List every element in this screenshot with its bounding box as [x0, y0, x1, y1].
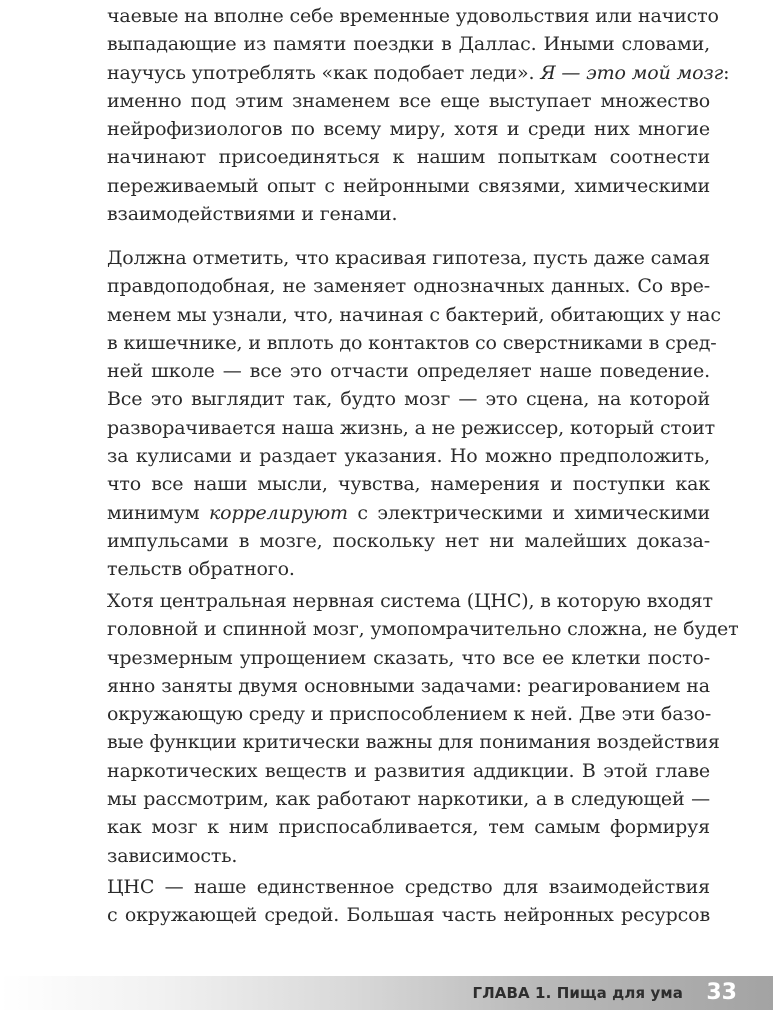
text-line: вые функции критически важны для понимания воздействия [107, 731, 720, 754]
text-segment: минимум [107, 501, 209, 524]
text-line: янно заняты двумя основными задачами: реагированием на [107, 674, 710, 697]
text-line: Все это выглядит так, будто мозг — это сцена, на которой [107, 388, 710, 411]
paragraph-2 [107, 244, 721, 584]
text-line: правдоподобная, не заменяет однозначных данных. Со вре- [107, 275, 710, 298]
text-line: выпадающие из памяти поездки в Даллас. Иными словами, [107, 33, 710, 56]
text-line: Хотя центральная нервная система (ЦНС), в которую входят [107, 590, 713, 612]
text-line: что все наши мысли, чувства, намерения и поступки как [107, 473, 710, 496]
text-segment: научусь употреблять «как подобает леди». [107, 61, 541, 84]
chapter-label: ГЛАВА 1. Пища для ума [472, 984, 683, 1002]
text-line: импульсами в мозге, поскольку нет ни малейших доказа- [107, 529, 710, 552]
page-number: 33 [706, 980, 737, 1005]
text-line: разворачивается наша жизнь, а не режиссер, который стоит [107, 416, 716, 439]
text-line: Должна отметить, что красивая гипотеза, пусть даже самая [107, 247, 710, 269]
emphasis-text: Я — это мой мозг [540, 61, 724, 84]
text-line: нейрофизиологов по всему миру, хотя и среди них многие [107, 118, 710, 141]
text-line: переживаемый опыт с нейронными связями, химическими [107, 174, 710, 197]
text-line: наркотических веществ и развития аддикции. В этой главе [107, 759, 710, 782]
text-line: чаевые на вполне себе временные удовольствия или начисто [107, 5, 719, 27]
paragraph-3 [107, 587, 739, 870]
text-line [107, 59, 730, 87]
emphasis-text: коррелируют [208, 501, 348, 524]
paragraph-1 [107, 2, 730, 228]
text-line [107, 499, 710, 527]
running-footer [0, 976, 773, 1010]
text-line: ней школе — все это отчасти определяет наше поведение. [107, 360, 710, 383]
text-segment: : [723, 61, 730, 84]
text-line: в кишечнике, и вплоть до контактов со сверстниками в сред- [107, 331, 717, 354]
text-line: окружающую среду и приспособлением к ней. Две эти базо- [107, 703, 712, 726]
text-line: зависимость. [107, 844, 238, 867]
text-segment: с электрическими и химическими [347, 501, 710, 524]
paragraph-4 [107, 873, 710, 930]
text-line: с окружающей средой. Большая часть нейронных ресурсов [107, 904, 710, 927]
text-line: взаимодействиями и генами. [107, 203, 398, 226]
text-line: менем мы узнали, что, начиная с бактерий, обитающих у нас [107, 303, 721, 326]
text-line: начинают присоединяться к нашим попыткам соотнести [107, 146, 710, 169]
text-line: чрезмерным упрощением сказать, что все ее клетки посто- [107, 646, 710, 669]
text-line: головной и спинной мозг, умопомрачительно сложна, не будет [107, 618, 739, 641]
text-line: мы рассмотрим, как работают наркотики, а в следующей — [107, 788, 710, 811]
text-line: ЦНС — наше единственное средство для взаимодействия [107, 876, 710, 898]
text-line: именно под этим знаменем все еще выступает множество [107, 89, 710, 112]
text-line: за кулисами и раздает указания. Но можно предположить, [107, 445, 710, 468]
text-line: как мозг к ним приспосабливается, тем самым формируя [107, 816, 710, 839]
text-line: тельств обратного. [107, 558, 295, 581]
